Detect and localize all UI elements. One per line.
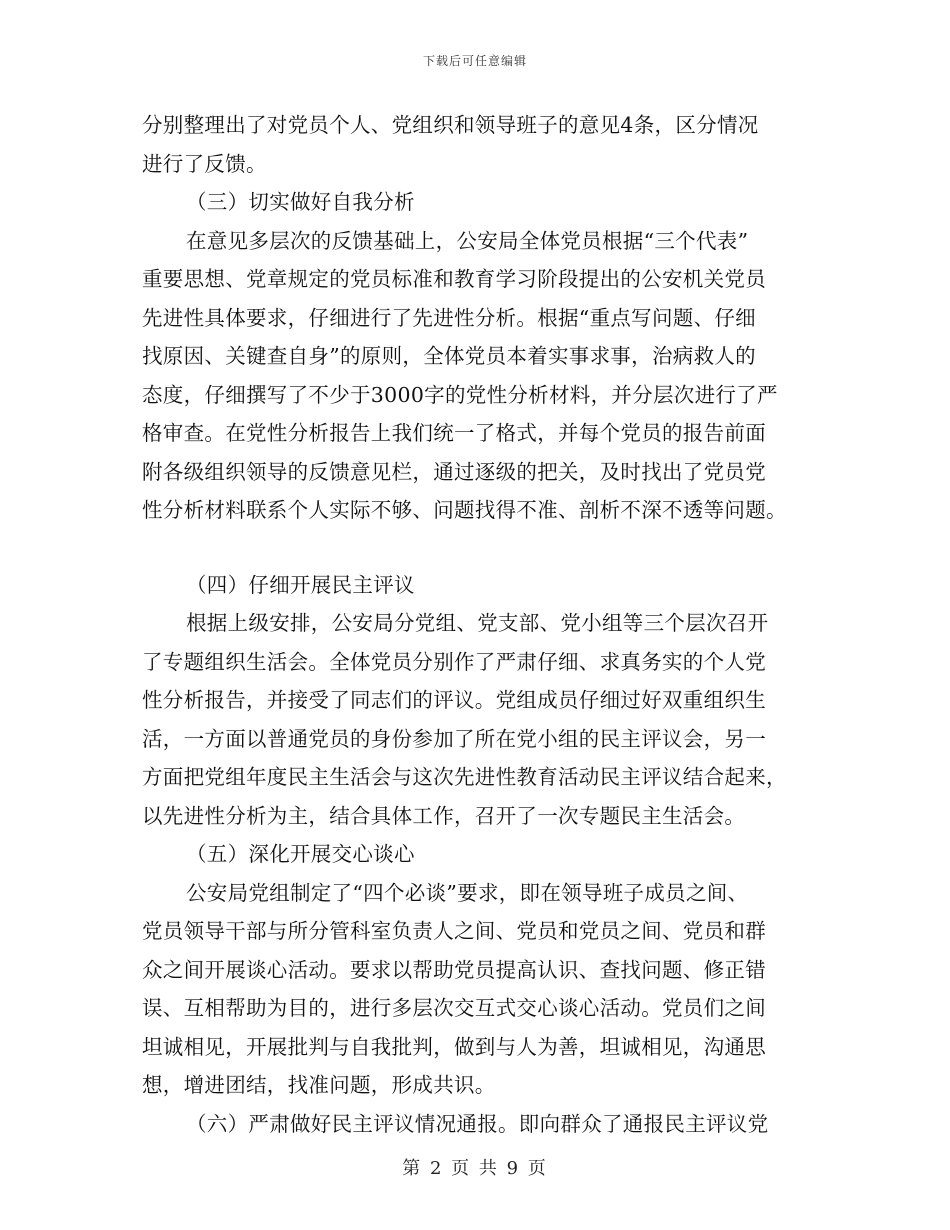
paragraph-line: 进行了反馈。: [142, 151, 267, 176]
paragraph-line: 附各级组织领导的反馈意见栏，通过逐级的把关，及时找出了党员党: [142, 459, 766, 484]
paragraph-line: 根据上级安排，公安局分党组、党支部、党小组等三个层次召开: [186, 611, 769, 635]
paragraph-line: 方面把党组年度民主生活会与这次先进性教育活动民主评议结合起来，: [142, 765, 787, 789]
paragraph-line: 重要思想、党章规定的党员标准和教育学习阶段提出的公安机关党员: [142, 267, 766, 291]
paragraph-line: 性分析报告，并接受了同志们的评议。党组成员仔细过好双重组织生: [142, 688, 766, 712]
section-heading-3: （三）切实做好自我分析: [186, 190, 415, 214]
paragraph-line: 分别整理出了对党员个人、党组织和领导班子的意见4条，区分情况: [142, 113, 759, 137]
paragraph-line: 误、互相帮助为目的，进行多层次交互式交心谈心活动。党员们之间: [142, 996, 766, 1020]
paragraph-line: 找原因、关键查自身”的原则，全体党员本着实事求事，治病救人的: [142, 344, 756, 368]
paragraph-line: 了专题组织生活会。全体党员分别作了严肃仔细、求真务实的个人党: [142, 649, 766, 674]
section-heading-4: （四）仔细开展民主评议: [186, 572, 415, 597]
paragraph-line: 态度，仔细撰写了不少于3000字的党性分析材料，并分层次进行了严: [142, 382, 778, 407]
paragraph-line: 党员领导干部与所分管科室负责人之间、党员和党员之间、党员和群: [142, 919, 766, 943]
page-header: 下载后可任意编辑: [422, 54, 527, 68]
section-heading-5: （五）深化开展交心谈心: [186, 842, 415, 866]
page-number-footer: 第 2 页 共 9 页: [402, 1158, 548, 1179]
paragraph-line: 众之间开展谈心活动。要求以帮助党员提高认识、查找问题、修正错: [142, 957, 766, 982]
section-heading-6: （六）严肃做好民主评议情况通报。即向群众了通报民主评议党: [186, 1111, 769, 1136]
paragraph-gap: [142, 530, 810, 566]
paragraph-line: 先进性具体要求，仔细进行了先进性分析。根据“重点写问题、仔细: [142, 305, 756, 330]
paragraph-line: 性分析材料联系个人实际不够、问题找得不准、剖析不深不透等问题。: [142, 498, 787, 522]
paragraph-line: 公安局党组制定了“四个必谈”要求，即在领导班子成员之间、: [186, 880, 749, 905]
paragraph-line: 坦诚相见，开展批判与自我批判，做到与人为善，坦诚相见，沟通思: [142, 1034, 766, 1059]
paragraph-line: 在意见多层次的反馈基础上，公安局全体党员根据“三个代表”: [186, 228, 749, 253]
paragraph-line: 以先进性分析为主，结合具体工作，召开了一次专题民主生活会。: [142, 803, 746, 828]
paragraph-line: 活，一方面以普通党员的身份参加了所在党小组的民主评议会，另一: [142, 726, 766, 751]
paragraph-line: 格审查。在党性分析报告上我们统一了格式，并每个党员的报告前面: [142, 421, 766, 445]
paragraph-line: 想，增进团结，找准问题，形成共识。: [142, 1073, 496, 1097]
document-body: [142, 106, 810, 1143]
